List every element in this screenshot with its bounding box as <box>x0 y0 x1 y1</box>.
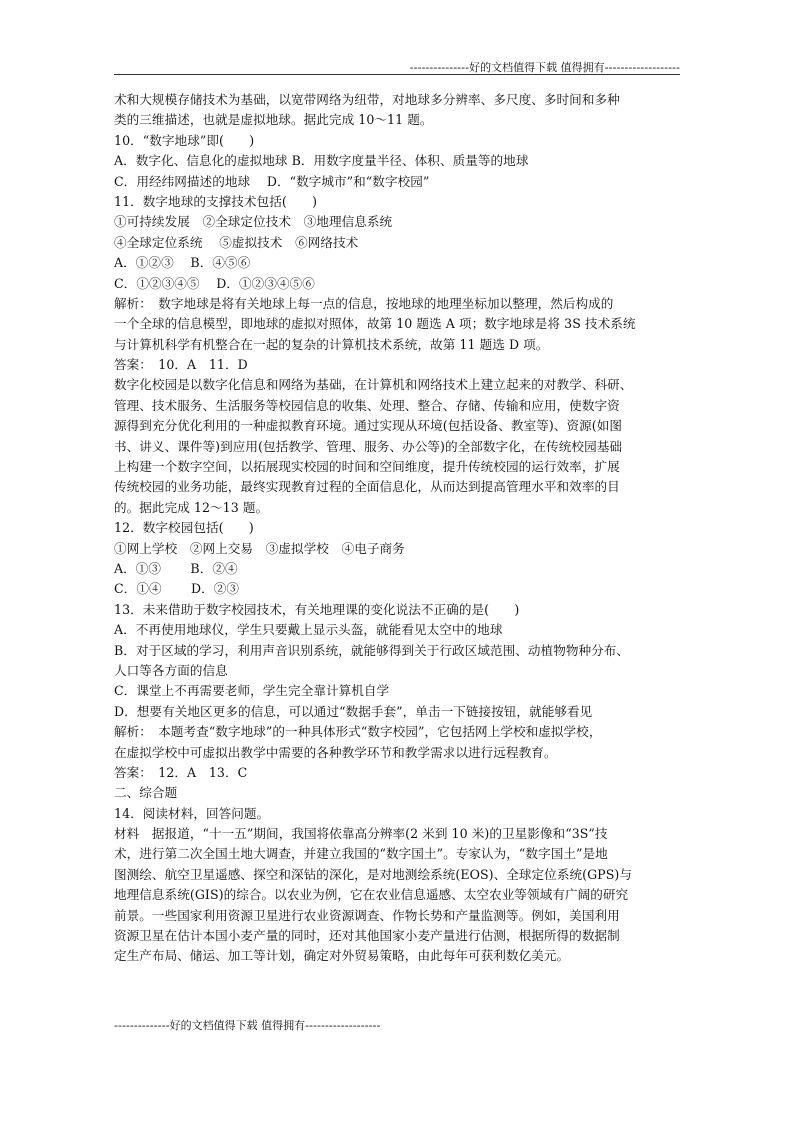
text-line: 图测绘、航空卫星遥感、探空和深钻的深化，是对地测绘系统(EOS)、全球定位系统(GPS)与 <box>114 866 632 882</box>
text-line: 一个全球的信息模型，即地球的虚拟对照体，故第 10 题选 A 项；数字地球是将 3S 技术系统 <box>114 316 636 332</box>
text-line: 材料 据报道，“十一五”期间，我国将依靠高分辨率(2 米到 10 米)的卫星影像和“3S”技 <box>114 826 608 842</box>
text-line: 12．数字校园包括( ) <box>114 520 254 536</box>
text-line: A．①②③ B．④⑤⑥ <box>114 255 251 271</box>
text-line: 人口等各方面的信息 <box>114 662 228 678</box>
text-line: 数字化校园是以数字化信息和网络为基础，在计算机和网络技术上建立起来的对教学、科研、 <box>114 377 633 393</box>
text-line: 传统校园的业务功能，最终实现教育过程的全面信息化，从而达到提高管理水平和效率的目 <box>114 479 620 495</box>
text-line: 术和大规模存储技术为基础，以宽带网络为纽带，对地球多分辨率、多尺度、多时间和多种 <box>114 92 620 107</box>
text-line: 定生产布局、储运、加工等计划，确定对外贸易策略，由此每年可获利数亿美元。 <box>114 948 570 964</box>
document-body <box>114 90 684 967</box>
text-line: A．数字化、信息化的虚拟地球 B．用数字度量半径、体积、质量等的地球 <box>114 153 529 169</box>
text-line: D．想要有关地区更多的信息，可以通过“数据手套”，单击一下链接按钮，就能够看见 <box>114 703 593 719</box>
text-line: ④全球定位系统 ⑤虚拟技术 ⑥网络技术 <box>114 234 359 250</box>
text-line: 术，进行第二次全国土地大调查，并建立我国的“数字国土”。专家认为，“数字国土”是地 <box>114 846 608 862</box>
text-line: 资源卫星在估计本国小麦产量的同时，还对其他国家小麦产量进行估测，根据所得的数据制 <box>114 928 620 944</box>
text-line: 与计算机科学有机整合在一起的复杂的计算机技术系统，故第 11 题选 D 项。 <box>114 336 549 352</box>
text-line: C．课堂上不再需要老师，学生完全靠计算机自学 <box>114 683 390 699</box>
text-line: 的。据此完成 12～13 题。 <box>114 499 269 515</box>
text-line: 10．“数字地球”即( ) <box>114 132 255 148</box>
text-line: 书、讲义、课件等)到应用(包括教学、管理、服务、办公等)的全部数字化，在传统校园基础 <box>114 438 622 454</box>
text-line: ①可持续发展 ②全球定位技术 ③地理信息系统 <box>114 214 393 230</box>
text-line: 二、综合题 <box>114 785 178 801</box>
text-line: 在虚拟学校中可虚拟出教学中需要的各种教学环节和教学需求以进行远程教育。 <box>114 744 557 760</box>
text-line: 13．未来借助于数字校园技术，有关地理课的变化说法不正确的是( ) <box>114 601 520 617</box>
text-line: 源得到充分优化利用的一种虚拟教育环境。通过实现从环境(包括设备、教室等)、资源(如图 <box>114 418 622 434</box>
text-line: 地理信息系统(GIS)的综合。以农业为例，它在农业信息遥感、太空农业等领域有广阔的研究 <box>114 887 629 903</box>
text-line: 答案： 10．A 11．D <box>114 357 248 373</box>
text-line: ①网上学校 ②网上交易 ③虚拟学校 ④电子商务 <box>114 540 405 556</box>
text-line: 类的三维描述，也就是虚拟地球。据此完成 10～11 题。 <box>114 112 433 128</box>
page-header: ---------------好的文档值得下载 值得拥有------------------- <box>409 61 680 74</box>
page-footer: --------------好的文档值得下载 值得拥有------------------- <box>114 1019 381 1032</box>
text-line: A．不再使用地球仪，学生只要戴上显示头盔，就能看见太空中的地球 <box>114 622 503 638</box>
text-line: B．对于区域的学习，利用声音识别系统，就能够得到关于行政区域范围、动植物物种分布、 <box>114 642 630 658</box>
text-line: C．①②③④⑤ D．①②③④⑤⑥ <box>114 275 315 291</box>
text-line: 解析： 数字地球是将有关地球上每一点的信息，按地球的地理坐标加以整理，然后构成的 <box>114 295 614 311</box>
text-line: A．①③ B．②④ <box>114 560 238 576</box>
text-line: C．①④ D．②③ <box>114 581 240 597</box>
text-line: C．用经纬网描述的地球 D．“数字城市”和“数字校园” <box>114 173 430 189</box>
header-divider <box>114 74 680 75</box>
text-line: 上构建一个数字空间，以拓展现实校园的时间和空间维度，提升传统校园的运行效率，扩展 <box>114 459 620 475</box>
text-line: 解析： 本题考查“数字地球”的一种具体形式“数字校园”，它包括网上学校和虚拟学校， <box>114 724 602 740</box>
text-line: 答案： 12．A 13．C <box>114 764 248 780</box>
text-line: 前景。一些国家利用资源卫星进行农业资源调查、作物长势和产量监测等。例如，美国利用 <box>114 907 620 923</box>
text-line: 14．阅读材料，回答问题。 <box>114 805 270 821</box>
text-line: 11．数字地球的支撑技术包括( ) <box>114 193 318 209</box>
text-line: 管理、技术服务、生活服务等校园信息的收集、处理、整合、存储、传输和应用，使数字资 <box>114 397 620 413</box>
